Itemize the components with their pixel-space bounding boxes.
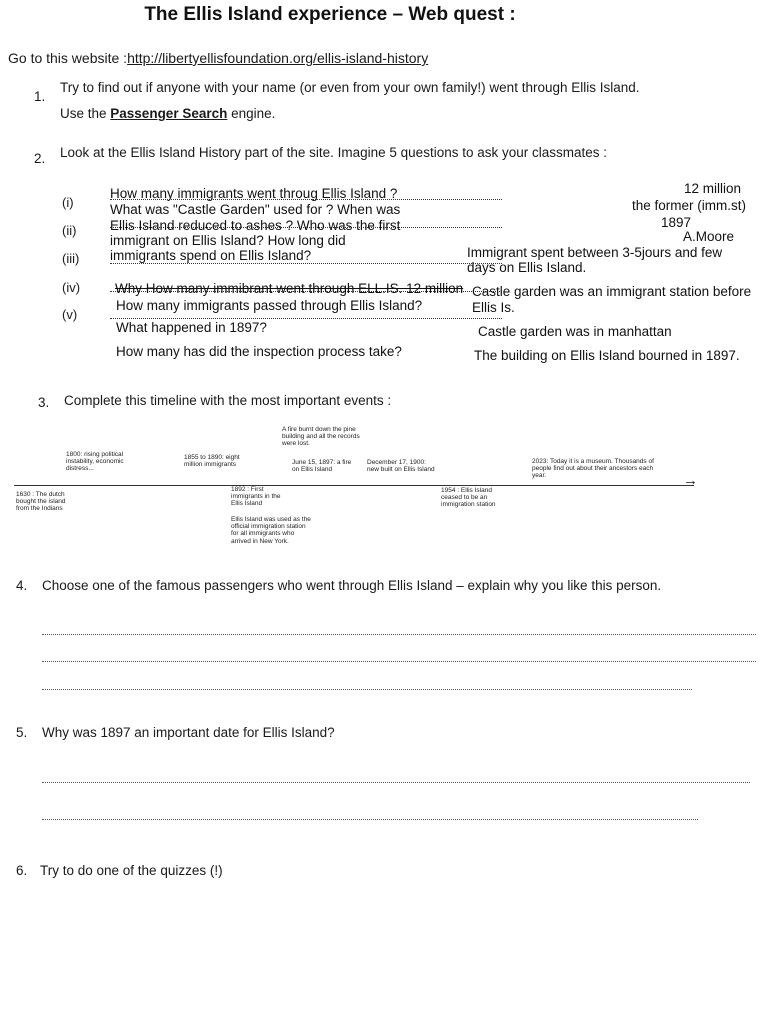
q6-number: 6. <box>16 863 28 878</box>
timeline-event: 1855 to 1890: eight million immigrants <box>184 454 240 469</box>
typed-answer-6: days on Ellis Island. <box>467 260 587 275</box>
roman-2: (ii) <box>62 223 77 238</box>
typed-question-1: How many immigrants went throug Ellis Island ? <box>110 186 398 201</box>
typed-answer-7: Castle garden was an immigrant station before <box>472 284 752 299</box>
typed-answer-9: Castle garden was in manhattan <box>478 324 672 339</box>
page-title: The Ellis Island experience – Web quest : <box>144 4 516 25</box>
typed-question-2: What was "Castle Garden" used for ? When was <box>110 202 401 217</box>
answer-line[interactable] <box>42 782 750 783</box>
q2-text: Look at the Ellis Island History part of the site. Imagine 5 questions to ask your classmates : <box>60 145 608 160</box>
timeline-axis <box>14 485 694 486</box>
timeline-event: December 17, 1900: new built on Ellis Island <box>367 459 435 474</box>
timeline-event: Ellis Island was used as the official immigration station for all immigrants who arrived in New York. <box>231 516 311 545</box>
q4-text: Choose one of the famous passengers who went through Ellis Island – explain why you like this person. <box>42 578 662 593</box>
q4-number: 4. <box>16 578 28 593</box>
roman-5: (v) <box>62 307 78 322</box>
roman-4: (iv) <box>62 280 81 295</box>
q5-text: Why was 1897 an important date for Ellis Island? <box>42 725 335 740</box>
q2-dotted-line-3 <box>110 263 502 264</box>
timeline-event: 1630 : The dutch bought the island from the Indians <box>16 491 66 513</box>
intro-line <box>8 50 428 66</box>
timeline-event: 2023: Today it is a museum. Thousands of people find out about their ancestors each year. <box>532 458 654 480</box>
typed-answer-5: Immigrant spent between 3-5jours and few <box>467 245 723 260</box>
q1-number: 1. <box>34 89 46 104</box>
answer-line[interactable] <box>42 661 756 662</box>
roman-3: (iii) <box>62 251 80 266</box>
answer-line[interactable] <box>42 689 692 690</box>
typed-question-5: immigrants spend on Ellis Island? <box>110 248 312 263</box>
q1-line2-pre: Use the <box>60 106 111 121</box>
typed-question-3: Ellis Island reduced to ashes ? Who was the first <box>110 218 401 233</box>
typed-question-7: How many immigrants passed through Ellis Island? <box>116 298 423 313</box>
typed-answer-3: 1897 <box>661 215 692 230</box>
q5-number: 5. <box>16 725 28 740</box>
q1-line2-post: engine. <box>227 106 276 121</box>
q1-line2 <box>60 106 275 121</box>
timeline-event: June 15, 1897: a fire on Ellis Island <box>292 459 352 474</box>
timeline-arrow-icon: → <box>683 472 698 489</box>
answer-line[interactable] <box>42 819 698 820</box>
typed-answer-8: Ellis Is. <box>472 300 515 315</box>
timeline-event: A fire burnt down the pine building and all the records were lost. <box>282 426 360 448</box>
answer-line[interactable] <box>42 634 756 635</box>
typed-question-4: immigrant on Ellis Island? How long did <box>110 233 346 248</box>
intro-label: Go to this website : <box>8 50 128 66</box>
passenger-search-link[interactable]: Passenger Search <box>110 106 228 121</box>
timeline-event: 1800: rising political instability, economic distress... <box>66 451 124 473</box>
typed-answer-4: A.Moore <box>683 229 735 244</box>
q1-line1: Try to find out if anyone with your name (or even from your own family!) went through Ellis Island. <box>60 80 640 95</box>
typed-question-9: How many has did the inspection process take? <box>116 344 402 359</box>
timeline-event: 1954 : Ellis Island ceased to be an immigration station <box>441 487 496 509</box>
typed-question-8: What happened in 1897? <box>116 320 267 335</box>
typed-answer-2: the former (imm.st) <box>632 198 747 213</box>
q2-number: 2. <box>34 151 46 166</box>
typed-answer-10: The building on Ellis Island bourned in 1897. <box>474 348 740 363</box>
roman-1: (i) <box>62 195 74 210</box>
timeline-event: 1892 : First immigrants in the Ellis Island <box>231 486 281 508</box>
q2-dotted-line-5 <box>110 318 502 319</box>
typed-answer-1: 12 million <box>684 181 742 196</box>
q6-text: Try to do one of the quizzes (!) <box>40 863 223 878</box>
website-link[interactable]: http://libertyellisfoundation.org/ellis-island-history <box>127 50 429 66</box>
q3-text: Complete this timeline with the most important events : <box>64 393 392 408</box>
typed-question-6: Why How many immibrant went through ELL.IS. 12 million <box>115 281 464 296</box>
q3-number: 3. <box>38 395 50 410</box>
